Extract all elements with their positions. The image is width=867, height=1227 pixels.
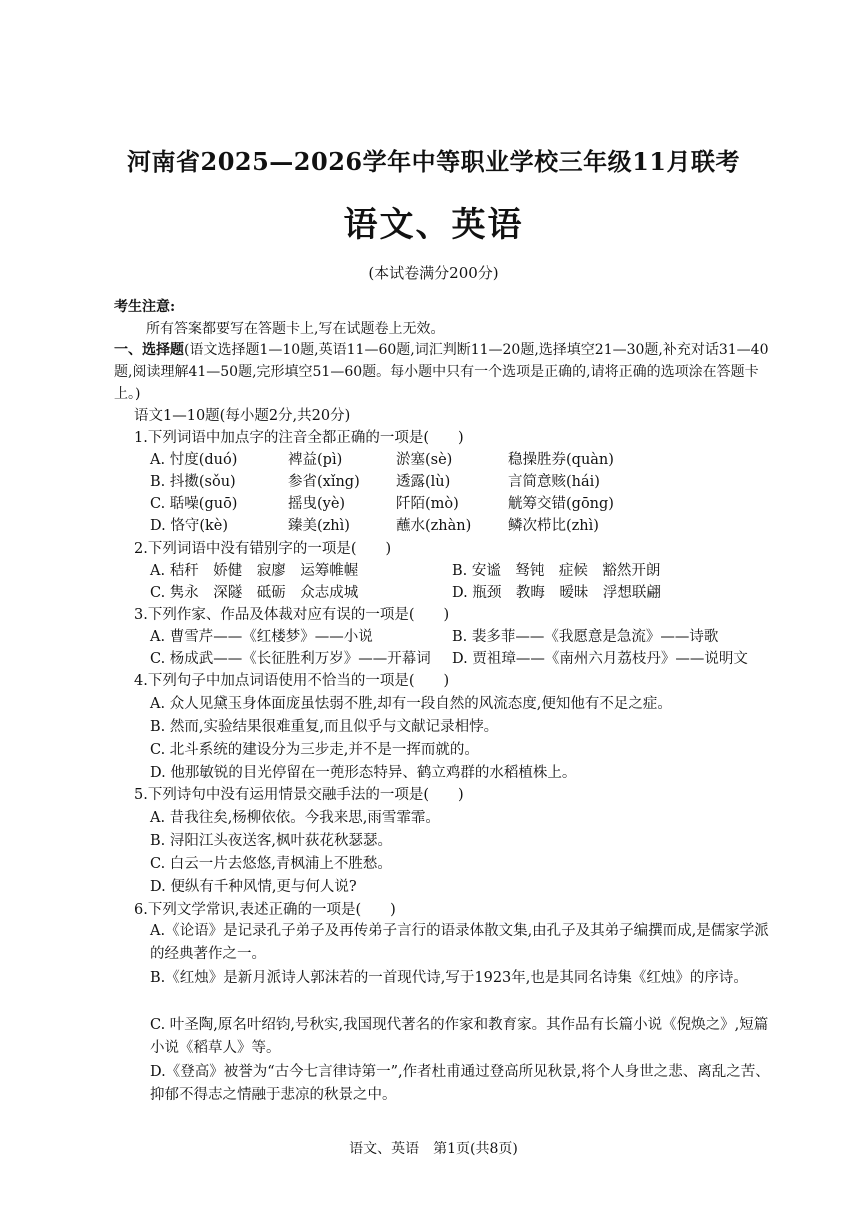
q1-option: D. 恪守(kè)	[150, 518, 229, 534]
notice-title: 考生注意:	[114, 299, 176, 315]
q1-option: 摇曳(yè)	[288, 496, 346, 512]
question-5-stem: 5.下列诗句中没有运用情景交融手法的一项是( )	[134, 787, 464, 803]
q1-option: 言简意赅(hái)	[508, 474, 600, 490]
q1-option: 透露(lù)	[396, 474, 451, 490]
section-instructions	[114, 339, 774, 405]
q3-option-d: D. 贾祖璋——《南州六月荔枝丹》——说明文	[452, 651, 748, 667]
question-4-stem: 4.下列句子中加点词语使用不恰当的一项是( )	[134, 673, 450, 689]
q2-option-b: B. 安谧 驽钝 症候 豁然开朗	[452, 563, 661, 579]
q1-option: 阡陌(mò)	[396, 496, 459, 512]
q2-option-c: C. 隽永 深隧 砥砺 众志成城	[150, 585, 359, 601]
q1-option: 裨益(pì)	[288, 452, 343, 468]
q5-option-a: A. 昔我往矣,杨柳依依。今我来思,雨雪霏霏。	[150, 810, 440, 826]
q6-option-a: A.《论语》是记录孔子弟子及再传弟子言行的语录体散文集,由孔子及其弟子编撰而成,是儒家学派的经典著作之一。	[150, 923, 769, 962]
q4-option-a: A. 众人见黛玉身体面庞虽怯弱不胜,却有一段自然的风流态度,便知他有不足之症。	[150, 696, 672, 712]
q3-option-a: A. 曹雪芹——《红楼梦》——小说	[150, 629, 373, 645]
q3-option-c: C. 杨成武——《长征胜利万岁》——开幕词	[150, 651, 431, 667]
q1-option: C. 聒噪(guō)	[150, 496, 238, 512]
page-footer: 语文、英语 第1页(共8页)	[349, 1141, 518, 1157]
section-heading: 一、选择题	[114, 342, 184, 358]
subject-title: 语文、英语	[343, 205, 524, 245]
q5-option-c: C. 白云一片去悠悠,青枫浦上不胜愁。	[150, 856, 392, 872]
q1-option: 臻美(zhì)	[288, 518, 350, 534]
q4-option-c: C. 北斗系统的建设分为三步走,并不是一挥而就的。	[150, 742, 479, 758]
q6-option-d: D.《登高》被誉为“古今七言律诗第一”,作者杜甫通过登高所见秋景,将个人身世之悲、离乱之苦、抑郁不得志之情融于悲凉的秋景之中。	[150, 1064, 770, 1103]
notice-body: 所有答案都要写在答题卡上,写在试题卷上无效。	[146, 321, 445, 337]
q2-option-a: A. 秸秆 娇健 寂廖 运筹帷幄	[150, 563, 359, 579]
question-1-stem: 1.下列词语中加点字的注音全都正确的一项是( )	[134, 430, 464, 446]
q1-option: 觥筹交错(gōng)	[508, 496, 614, 512]
q5-option-d: D. 便纵有千种风情,更与何人说?	[150, 879, 357, 895]
q1-option: 淤塞(sè)	[396, 452, 453, 468]
q2-option-d: D. 瓶颈 教晦 暧昧 浮想联翩	[452, 585, 661, 601]
q3-option-b: B. 裴多菲——《我愿意是急流》——诗歌	[452, 629, 719, 645]
exam-title: 河南省2025—2026学年中等职业学校三年级11月联考	[127, 147, 740, 176]
question-2-stem: 2.下列词语中没有错别字的一项是( )	[134, 541, 392, 557]
q4-option-b: B. 然而,实验结果很难重复,而且似乎与文献记录相悖。	[150, 719, 499, 735]
q4-option-d: D. 他那敏锐的目光停留在一蔸形态特异、鹤立鸡群的水稻植株上。	[150, 765, 577, 781]
question-6-stem: 6.下列文学常识,表述正确的一项是( )	[134, 902, 396, 918]
chinese-part-title: 语文1—10题(每小题2分,共20分)	[134, 408, 351, 424]
q5-option-b: B. 浔阳江头夜送客,枫叶荻花秋瑟瑟。	[150, 833, 392, 849]
q6-option-b: B.《红烛》是新月派诗人郭沫若的一首现代诗,写于1923年,也是其同名诗集《红烛》的序诗。	[150, 970, 748, 986]
q6-option-c: C. 叶圣陶,原名叶绍钧,号秋实,我国现代著名的作家和教育家。其作品有长篇小说《倪焕之》,短篇小说《稻草人》等。	[150, 1017, 769, 1056]
section-text: (语文选择题1—10题,英语11—60题,词汇判断11—20题,选择填空21—30题,补充对话31—40题,阅读理解41—50题,完形填空51—60题。每小题中只有一个选项是正确的,请将正确的选项涂在答题卡上。)	[114, 342, 769, 402]
q1-option: A. 忖度(duó)	[150, 452, 238, 468]
q1-option: B. 抖擞(sǒu)	[150, 474, 236, 490]
q1-option: 稳操胜券(quàn)	[508, 452, 614, 468]
question-3-stem: 3.下列作家、作品及体裁对应有误的一项是( )	[134, 607, 450, 623]
q1-option: 鳞次栉比(zhì)	[508, 518, 599, 534]
q1-option: 蘸水(zhàn)	[396, 518, 472, 534]
q1-option: 参省(xǐng)	[288, 474, 360, 490]
score-note: (本试卷满分200分)	[368, 264, 499, 282]
